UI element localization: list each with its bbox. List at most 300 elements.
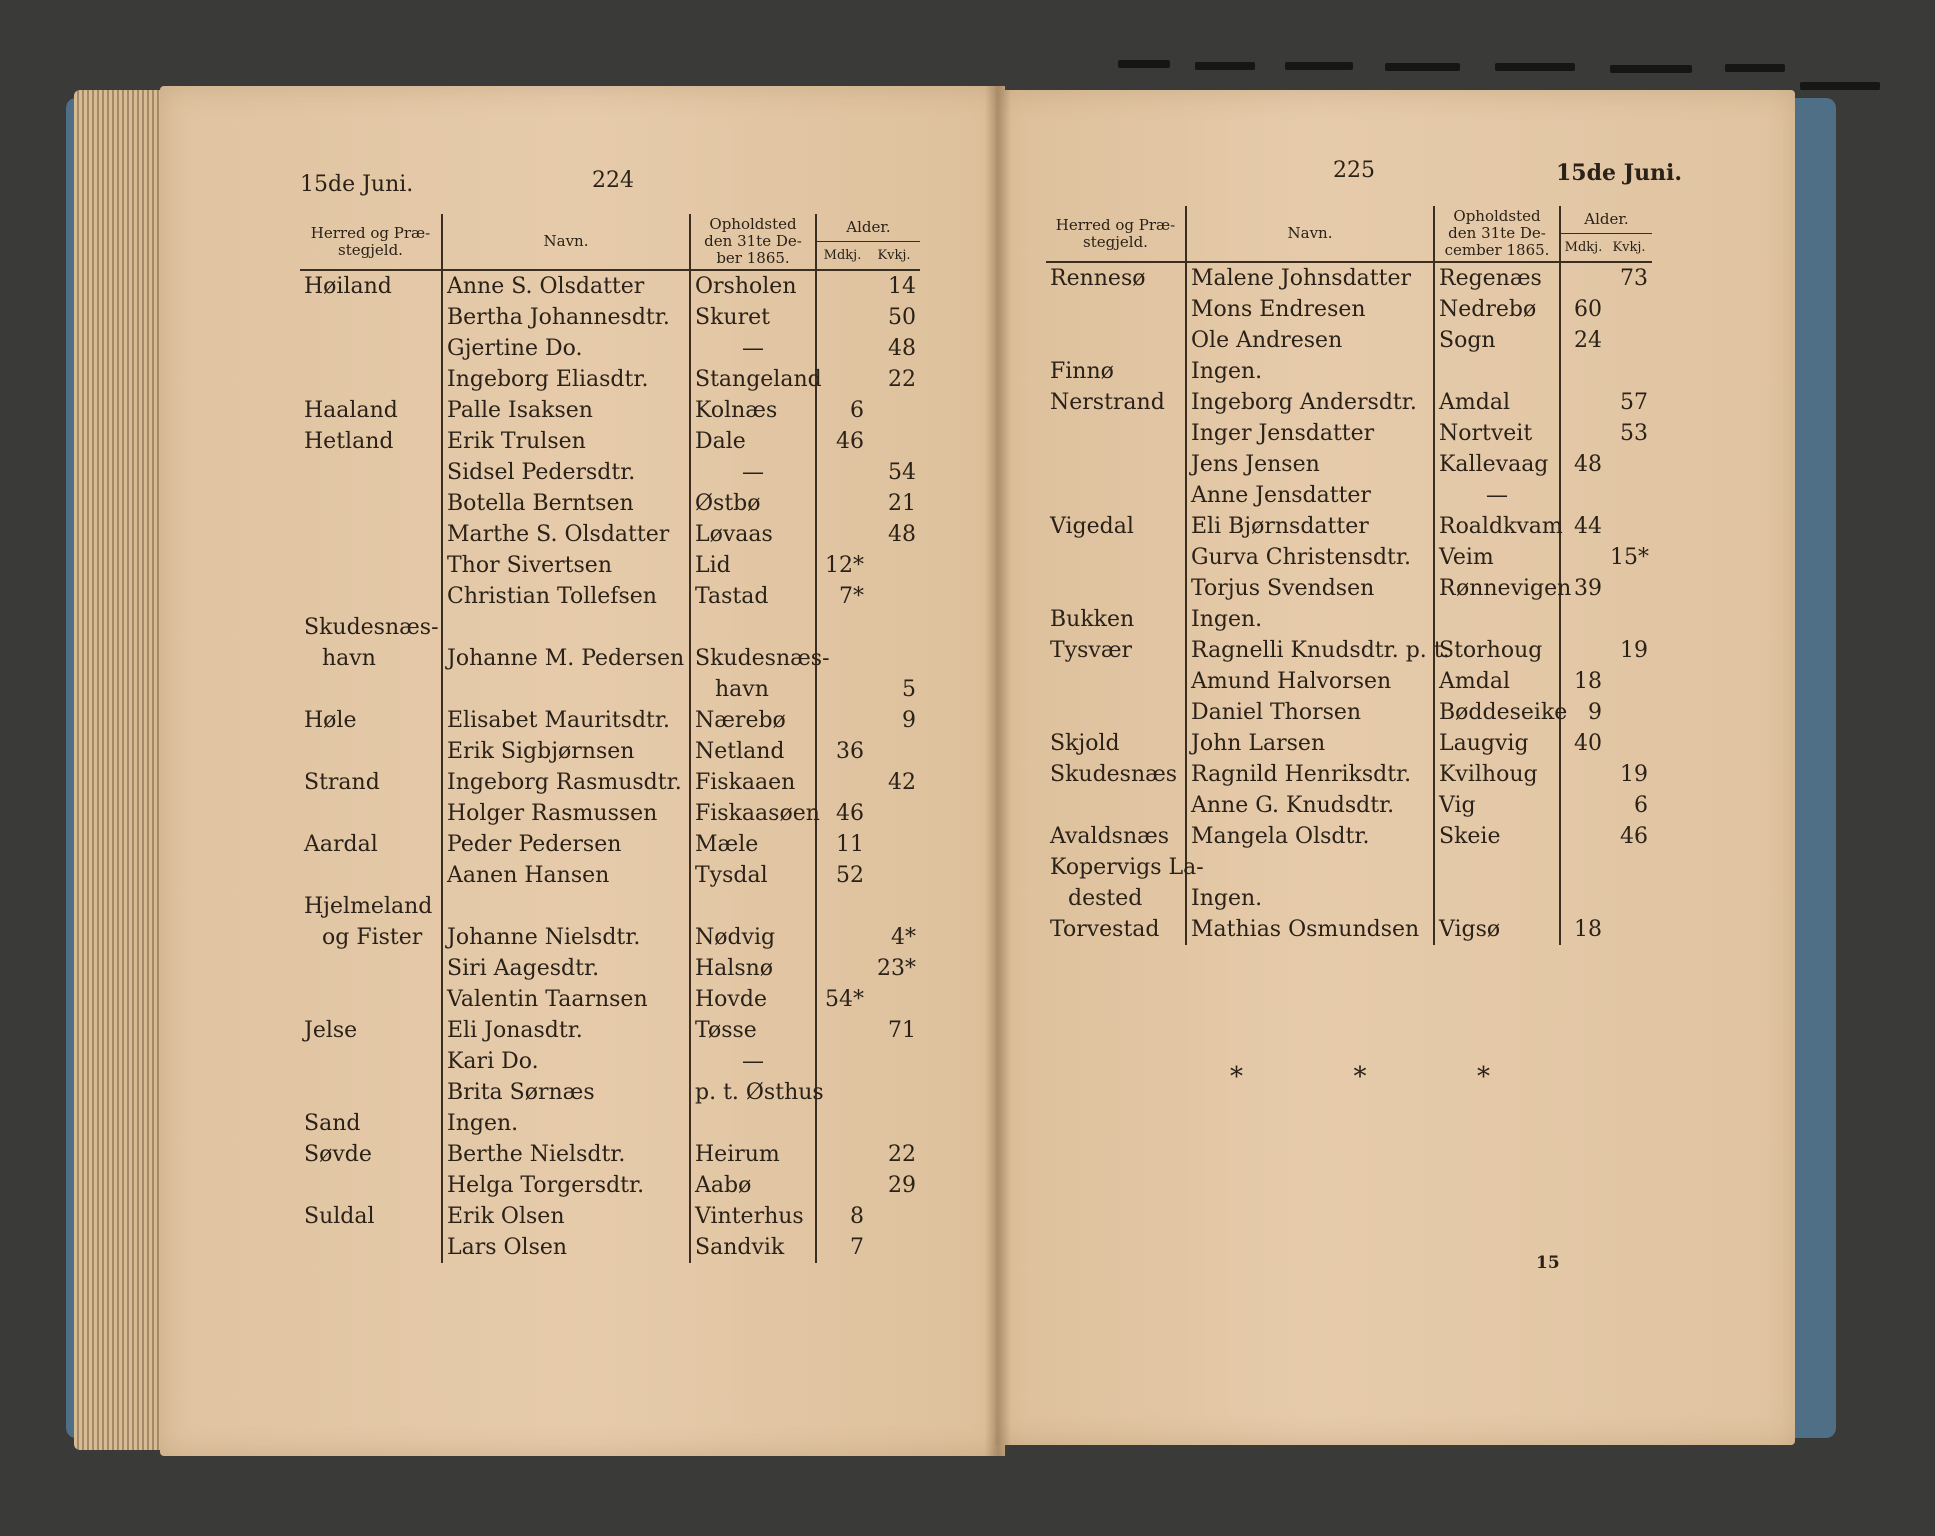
- age-male-cell: [816, 1170, 868, 1201]
- age-female-cell: 19: [1620, 637, 1648, 663]
- age-female-cell: 71: [888, 1017, 916, 1043]
- residence-cell: [690, 891, 816, 922]
- table-row: [300, 270, 920, 302]
- age-female-cell: [868, 550, 920, 581]
- age-female-cell: 6: [1634, 792, 1648, 818]
- herred-cell: Rennesø: [1050, 265, 1146, 291]
- table-row: [1046, 294, 1652, 325]
- residence-cell: Nødvig: [690, 922, 816, 953]
- herred-cell: [300, 519, 442, 550]
- age-female-cell: 29: [888, 1172, 916, 1198]
- residence-cell: Heirum: [690, 1139, 816, 1170]
- age-female-cell: [1606, 511, 1652, 542]
- table-row: [300, 1201, 920, 1232]
- age-male-cell: [816, 1108, 868, 1139]
- herred-cell: [300, 674, 442, 705]
- name-cell: Lars Olsen: [442, 1232, 690, 1263]
- age-female-cell: [868, 891, 920, 922]
- age-female-cell: 22: [888, 1141, 916, 1167]
- background-stripe: [1118, 60, 1170, 68]
- table-row: [300, 674, 920, 705]
- residence-cell: Sandvik: [690, 1232, 816, 1263]
- name-cell: Anne Jensdatter: [1186, 480, 1434, 511]
- table-row: [1046, 697, 1652, 728]
- residence-cell: Fiskaaen: [690, 767, 816, 798]
- residence-cell: Tøsse: [690, 1015, 816, 1046]
- table-row: [1046, 356, 1652, 387]
- age-female-cell: 46: [1620, 823, 1648, 849]
- herred-cell: [300, 1077, 442, 1108]
- name-cell: Bertha Johannesdtr.: [442, 302, 690, 333]
- page-number: 225: [1333, 158, 1375, 183]
- table-row: [300, 767, 920, 798]
- background-stripe: [1495, 63, 1575, 71]
- residence-cell: Vigsø: [1434, 914, 1560, 945]
- age-male-cell: [816, 1139, 868, 1170]
- residence-cell: [1434, 604, 1560, 635]
- age-female-cell: 50: [888, 304, 916, 330]
- table-row: [1046, 542, 1652, 573]
- herred-cell: [1046, 697, 1186, 728]
- age-male-cell: 48: [1560, 449, 1606, 480]
- herred-cell: [300, 860, 442, 891]
- age-female-cell: [868, 1201, 920, 1232]
- age-male-cell: [1560, 883, 1606, 914]
- residence-cell: Storhoug: [1434, 635, 1560, 666]
- table-row: [300, 1015, 920, 1046]
- residence-cell: havn: [690, 674, 816, 705]
- age-female-cell: 48: [888, 521, 916, 547]
- name-cell: Ingen.: [442, 1108, 690, 1139]
- age-female-cell: 19: [1620, 761, 1648, 787]
- herred-cell: [300, 550, 442, 581]
- residence-cell: Dale: [690, 426, 816, 457]
- herred-cell: [1046, 418, 1186, 449]
- name-cell: Sidsel Pedersdtr.: [442, 457, 690, 488]
- herred-cell: [300, 581, 442, 612]
- signature-mark: 15: [1536, 1253, 1560, 1273]
- age-female-cell: [868, 860, 920, 891]
- name-cell: Anne S. Olsdatter: [442, 270, 690, 302]
- age-male-cell: 6: [816, 395, 868, 426]
- age-female-cell: 53: [1620, 420, 1648, 446]
- age-male-cell: [1560, 790, 1606, 821]
- name-cell: Kari Do.: [442, 1046, 690, 1077]
- section-stars: [1230, 1062, 1490, 1092]
- age-male-cell: [1560, 356, 1606, 387]
- herred-cell: Torvestad: [1050, 916, 1160, 942]
- residence-cell: Stangeland: [690, 364, 816, 395]
- herred-cell: [300, 302, 442, 333]
- age-female-cell: [1606, 356, 1652, 387]
- herred-cell: Bukken: [1050, 606, 1135, 632]
- age-male-cell: [816, 519, 868, 550]
- age-female-cell: [868, 643, 920, 674]
- table-row: [1046, 883, 1652, 914]
- residence-cell: Amdal: [1434, 387, 1560, 418]
- residence-cell: Østbø: [690, 488, 816, 519]
- name-cell: Ingen.: [1186, 604, 1434, 635]
- residence-cell: Regenæs: [1434, 262, 1560, 294]
- residence-cell: Roaldkvam: [1434, 511, 1560, 542]
- table-row: [300, 1077, 920, 1108]
- herred-cell: Skudesnæs-: [304, 614, 439, 640]
- age-male-cell: [816, 364, 868, 395]
- age-male-cell: 46: [816, 798, 868, 829]
- age-female-cell: [868, 581, 920, 612]
- table-row: [300, 488, 920, 519]
- residence-cell: Rønnevigen: [1434, 573, 1560, 604]
- herred-cell: [300, 1170, 442, 1201]
- background-stripe: [1610, 65, 1692, 73]
- age-female-cell: [1606, 449, 1652, 480]
- name-cell: Brita Sørnæs: [442, 1077, 690, 1108]
- name-cell: Eli Jonasdtr.: [442, 1015, 690, 1046]
- age-male-cell: [816, 457, 868, 488]
- herred-cell: [1046, 480, 1186, 511]
- age-male-cell: 8: [816, 1201, 868, 1232]
- herred-cell: [300, 488, 442, 519]
- age-female-cell: [1606, 914, 1652, 945]
- residence-cell: Tastad: [690, 581, 816, 612]
- table-row: [300, 457, 920, 488]
- table-row: [300, 550, 920, 581]
- table-row: [300, 705, 920, 736]
- name-cell: John Larsen: [1186, 728, 1434, 759]
- age-male-cell: [816, 953, 868, 984]
- age-male-cell: 52: [816, 860, 868, 891]
- table-row: [1046, 666, 1652, 697]
- age-female-cell: [868, 829, 920, 860]
- table-row: [1046, 821, 1652, 852]
- table-row: [300, 364, 920, 395]
- residence-cell: Mæle: [690, 829, 816, 860]
- table-row: [1046, 418, 1652, 449]
- age-female-cell: [868, 426, 920, 457]
- herred-cell: [300, 457, 442, 488]
- age-female-cell: [868, 1232, 920, 1263]
- name-cell: Holger Rasmussen: [442, 798, 690, 829]
- herred-cell: Jelse: [304, 1017, 358, 1043]
- age-female-cell: [1606, 728, 1652, 759]
- herred-cell: [300, 984, 442, 1015]
- name-cell: Gjertine Do.: [442, 333, 690, 364]
- name-cell: Gurva Christensdtr.: [1186, 542, 1434, 573]
- name-cell: Marthe S. Olsdatter: [442, 519, 690, 550]
- name-cell: Mathias Osmundsen: [1186, 914, 1434, 945]
- age-female-cell: [1606, 852, 1652, 883]
- table-row: [1046, 573, 1652, 604]
- age-female-cell: [1606, 480, 1652, 511]
- table-row: [1046, 449, 1652, 480]
- age-male-cell: [816, 488, 868, 519]
- herred-cell: Hetland: [304, 428, 394, 454]
- age-male-cell: 18: [1560, 666, 1606, 697]
- age-male-cell: [816, 270, 868, 302]
- name-cell: Palle Isaksen: [442, 395, 690, 426]
- residence-cell: Bøddeseike: [1434, 697, 1560, 728]
- name-cell: Christian Tollefsen: [442, 581, 690, 612]
- age-male-cell: 24: [1560, 325, 1606, 356]
- name-cell: [442, 674, 690, 705]
- table-row: [300, 426, 920, 457]
- name-cell: Ragnelli Knudsdtr. p. t.: [1186, 635, 1434, 666]
- herred-cell: Suldal: [304, 1203, 375, 1229]
- table-row: [1046, 480, 1652, 511]
- name-cell: Ingeborg Andersdtr.: [1186, 387, 1434, 418]
- age-male-cell: 18: [1560, 914, 1606, 945]
- herred-cell: havn: [322, 645, 376, 671]
- residence-cell: —: [690, 1046, 816, 1077]
- age-female-cell: [1606, 666, 1652, 697]
- table-row: [1046, 604, 1652, 635]
- register-body-right: [1046, 262, 1652, 945]
- herred-cell: [300, 1232, 442, 1263]
- herred-cell: Hjelmeland: [304, 893, 433, 919]
- age-male-cell: [1560, 387, 1606, 418]
- table-row: [1046, 914, 1652, 945]
- name-cell: Berthe Nielsdtr.: [442, 1139, 690, 1170]
- age-male-cell: [1560, 418, 1606, 449]
- age-female-cell: 73: [1620, 265, 1648, 291]
- column-header-opholdssted: Opholdsted den 31te De- ber 1865.: [690, 214, 816, 270]
- name-cell: Siri Aagesdtr.: [442, 953, 690, 984]
- age-female-cell: [1606, 294, 1652, 325]
- age-female-cell: [868, 1077, 920, 1108]
- name-cell: Ragnild Henriksdtr.: [1186, 759, 1434, 790]
- age-female-cell: [1606, 604, 1652, 635]
- herred-cell: og Fister: [322, 924, 423, 950]
- page-edges: [74, 90, 174, 1450]
- name-cell: Helga Torgersdtr.: [442, 1170, 690, 1201]
- name-cell: Ingeborg Eliasdtr.: [442, 364, 690, 395]
- herred-cell: Nerstrand: [1050, 389, 1165, 415]
- residence-cell: Skeie: [1434, 821, 1560, 852]
- name-cell: Amund Halvorsen: [1186, 666, 1434, 697]
- residence-cell: Nortveit: [1434, 418, 1560, 449]
- herred-cell: [1046, 325, 1186, 356]
- herred-cell: Aardal: [304, 831, 378, 857]
- age-male-cell: [1560, 480, 1606, 511]
- column-header-opholdssted: Opholdsted den 31te De- cember 1865.: [1434, 206, 1560, 262]
- name-cell: Peder Pedersen: [442, 829, 690, 860]
- table-row: [300, 984, 920, 1015]
- herred-cell: [1046, 666, 1186, 697]
- age-male-cell: [816, 1015, 868, 1046]
- table-row: [1046, 728, 1652, 759]
- age-male-cell: [1560, 635, 1606, 666]
- herred-cell: dested: [1068, 885, 1143, 911]
- residence-cell: —: [690, 333, 816, 364]
- column-header-alder: Alder.: [816, 214, 920, 241]
- age-male-cell: 36: [816, 736, 868, 767]
- table-row: [300, 333, 920, 364]
- name-cell: Erik Olsen: [442, 1201, 690, 1232]
- age-male-cell: [816, 302, 868, 333]
- background-stripe: [1800, 82, 1880, 90]
- herred-cell: [1046, 573, 1186, 604]
- column-header-navn: Navn.: [442, 214, 690, 270]
- herred-cell: Søvde: [304, 1141, 372, 1167]
- table-row: [300, 860, 920, 891]
- star-mark: *: [1353, 1062, 1367, 1092]
- table-row: [300, 891, 920, 922]
- table-row: [1046, 790, 1652, 821]
- table-row: [1046, 852, 1652, 883]
- name-cell: Ingeborg Rasmusdtr.: [442, 767, 690, 798]
- name-cell: Eli Bjørnsdatter: [1186, 511, 1434, 542]
- column-header-herred: Herred og Præ- stegjeld.: [300, 214, 442, 270]
- name-cell: Malene Johnsdatter: [1186, 262, 1434, 294]
- running-head: 15de Juni.: [300, 172, 414, 197]
- age-male-cell: [816, 767, 868, 798]
- age-female-cell: 21: [888, 490, 916, 516]
- herred-cell: Tysvær: [1050, 637, 1133, 663]
- name-cell: Torjus Svendsen: [1186, 573, 1434, 604]
- herred-cell: Skudesnæs: [1050, 761, 1178, 787]
- table-row: [300, 612, 920, 643]
- table-row: [300, 922, 920, 953]
- age-female-cell: 9: [902, 707, 916, 733]
- age-female-cell: 23*: [877, 955, 916, 981]
- age-male-cell: 46: [816, 426, 868, 457]
- table-row: [1046, 387, 1652, 418]
- residence-cell: Vig: [1434, 790, 1560, 821]
- age-male-cell: [816, 922, 868, 953]
- age-male-cell: [816, 333, 868, 364]
- age-female-cell: [1606, 697, 1652, 728]
- residence-cell: [690, 1108, 816, 1139]
- table-row: [300, 1108, 920, 1139]
- age-male-cell: [1560, 852, 1606, 883]
- name-cell: Erik Trulsen: [442, 426, 690, 457]
- residence-cell: Sogn: [1434, 325, 1560, 356]
- age-male-cell: [1560, 821, 1606, 852]
- herred-cell: [300, 953, 442, 984]
- residence-cell: Kvilhoug: [1434, 759, 1560, 790]
- age-female-cell: 54: [888, 459, 916, 485]
- age-female-cell: 42: [888, 769, 916, 795]
- column-header-kvkj: Kvkj.: [868, 241, 920, 270]
- background-stripe: [1385, 63, 1460, 71]
- herred-cell: [300, 798, 442, 829]
- residence-cell: [1434, 356, 1560, 387]
- residence-cell: [1434, 852, 1560, 883]
- name-cell: [442, 612, 690, 643]
- name-cell: Inger Jensdatter: [1186, 418, 1434, 449]
- residence-cell: Hovde: [690, 984, 816, 1015]
- name-cell: Ole Andresen: [1186, 325, 1434, 356]
- name-cell: Johanne Nielsdtr.: [442, 922, 690, 953]
- table-row: [300, 302, 920, 333]
- table-row: [300, 1139, 920, 1170]
- age-female-cell: 4*: [891, 924, 916, 950]
- residence-cell: Amdal: [1434, 666, 1560, 697]
- residence-cell: Laugvig: [1434, 728, 1560, 759]
- herred-cell: Skjold: [1050, 730, 1120, 756]
- age-male-cell: [816, 705, 868, 736]
- page-number: 224: [592, 168, 634, 193]
- residence-cell: p. t. Østhus: [690, 1077, 816, 1108]
- residence-cell: —: [1434, 480, 1560, 511]
- age-female-cell: [868, 798, 920, 829]
- table-row: [1046, 262, 1652, 294]
- background-stripe: [1285, 62, 1353, 70]
- age-male-cell: 11: [816, 829, 868, 860]
- herred-cell: [1046, 542, 1186, 573]
- register-table-left: [300, 214, 920, 1263]
- residence-cell: Halsnø: [690, 953, 816, 984]
- register-body-left: [300, 270, 920, 1263]
- herred-cell: [300, 736, 442, 767]
- column-header-mdkj: Mdkj.: [816, 241, 868, 270]
- age-male-cell: [1560, 759, 1606, 790]
- column-header-mdkj: Mdkj.: [1560, 233, 1606, 262]
- age-female-cell: [1606, 573, 1652, 604]
- age-male-cell: 12*: [816, 550, 868, 581]
- background-stripe: [1195, 62, 1255, 70]
- age-male-cell: 40: [1560, 728, 1606, 759]
- residence-cell: Orsholen: [690, 270, 816, 302]
- residence-cell: Kolnæs: [690, 395, 816, 426]
- background-stripe: [1725, 64, 1785, 72]
- table-row: [1046, 511, 1652, 542]
- herred-cell: [1046, 449, 1186, 480]
- residence-cell: Skuret: [690, 302, 816, 333]
- name-cell: Valentin Taarnsen: [442, 984, 690, 1015]
- residence-cell: [1434, 883, 1560, 914]
- bleed-through-text: [1210, 1010, 1223, 1082]
- name-cell: Botella Berntsen: [442, 488, 690, 519]
- residence-cell: Kallevaag: [1434, 449, 1560, 480]
- herred-cell: Avaldsnæs: [1050, 823, 1170, 849]
- age-female-cell: [868, 1108, 920, 1139]
- name-cell: Erik Sigbjørnsen: [442, 736, 690, 767]
- age-female-cell: 57: [1620, 389, 1648, 415]
- table-row: [300, 1232, 920, 1263]
- table-row: [1046, 325, 1652, 356]
- table-row: [300, 395, 920, 426]
- name-cell: [442, 891, 690, 922]
- table-row: [300, 953, 920, 984]
- table-row: [300, 1170, 920, 1201]
- column-header-alder: Alder.: [1560, 206, 1652, 233]
- residence-cell: Skudesnæs-: [690, 643, 816, 674]
- age-female-cell: [1606, 325, 1652, 356]
- herred-cell: [300, 364, 442, 395]
- name-cell: Johanne M. Pedersen: [442, 643, 690, 674]
- register-table-right: [1046, 206, 1652, 945]
- age-female-cell: 14: [888, 273, 916, 299]
- residence-cell: Fiskaasøen: [690, 798, 816, 829]
- age-male-cell: [1560, 604, 1606, 635]
- name-cell: Aanen Hansen: [442, 860, 690, 891]
- column-header-navn: Navn.: [1186, 206, 1434, 262]
- name-cell: Daniel Thorsen: [1186, 697, 1434, 728]
- age-female-cell: 5: [902, 676, 916, 702]
- residence-cell: Nedrebø: [1434, 294, 1560, 325]
- herred-cell: Sand: [304, 1110, 361, 1136]
- age-female-cell: [868, 1046, 920, 1077]
- residence-cell: Tysdal: [690, 860, 816, 891]
- residence-cell: —: [690, 457, 816, 488]
- residence-cell: Veim: [1434, 542, 1560, 573]
- column-header-kvkj: Kvkj.: [1606, 233, 1652, 262]
- age-female-cell: 15*: [1610, 544, 1649, 570]
- table-row: [300, 643, 920, 674]
- table-row: [300, 1046, 920, 1077]
- table-row: [300, 829, 920, 860]
